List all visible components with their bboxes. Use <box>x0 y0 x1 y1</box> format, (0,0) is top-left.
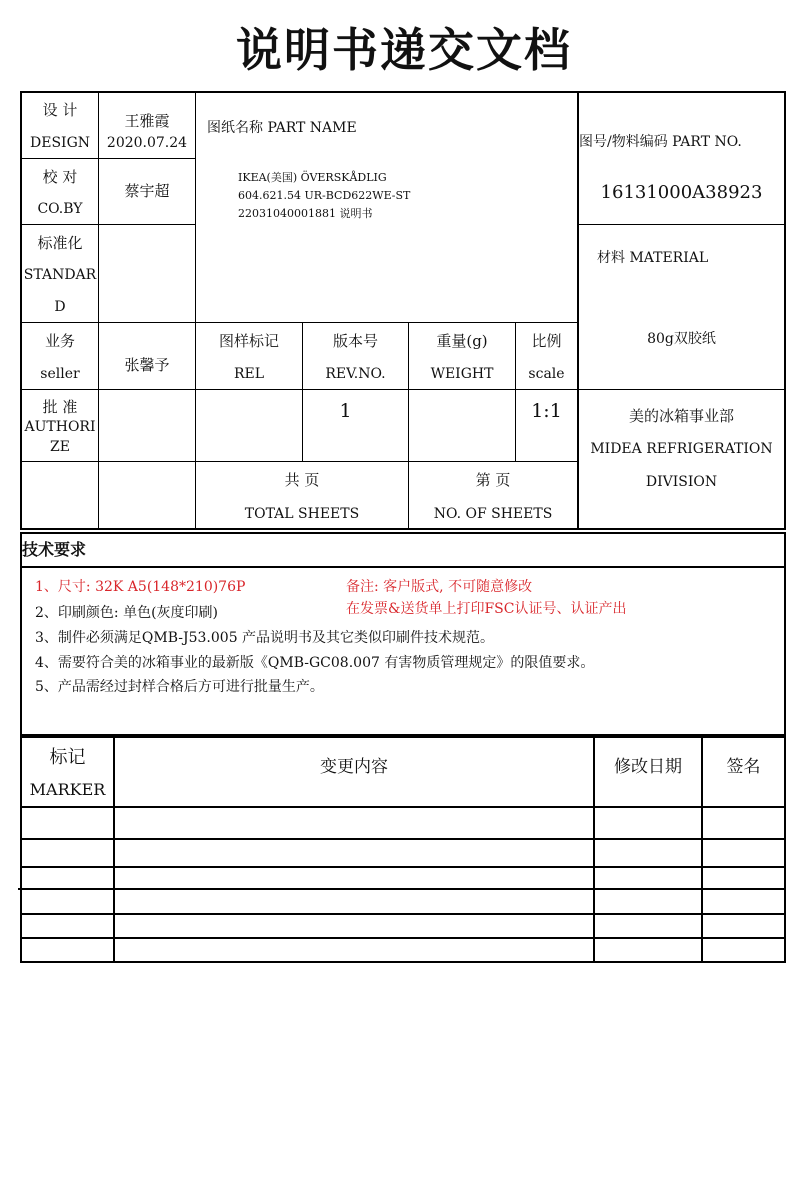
rev-label-en: REV.NO. <box>325 366 386 382</box>
weight-label-en: WEIGHT <box>430 366 494 382</box>
part-name-label: 图纸名称 PART NAME <box>207 120 357 136</box>
rev-value: 1 <box>339 400 352 422</box>
change-content-header: 变更内容 <box>320 757 388 777</box>
weight-label-cn: 重量(g) <box>436 332 488 350</box>
seller-label-en: seller <box>40 366 80 382</box>
sheet-no-en: NO. OF SHEETS <box>433 506 553 522</box>
material-value: 80g双胶纸 <box>647 331 716 347</box>
authorize-label-en-2: ZE <box>50 439 70 455</box>
rev-label-cn: 版本号 <box>332 332 378 350</box>
tech-item-2: 2、印刷颜色: 单色(灰度印刷) <box>35 605 218 621</box>
scale-label-cn: 比例 <box>531 332 562 350</box>
tech-item-4: 4、需要符合美的冰箱事业的最新版《QMB-GC08.007 有害物质管理规定》的限值要求。 <box>35 655 595 671</box>
checker-name: 蔡宇超 <box>124 182 170 200</box>
material-label: 材料 MATERIAL <box>597 250 709 266</box>
standard-label-en-2: D <box>54 299 66 315</box>
rel-label-en: REL <box>233 366 265 382</box>
standard-label-en-1: STANDAR <box>23 267 97 283</box>
tech-note-2: 在发票&送货单上打印FSC认证号、认证产出 <box>346 601 627 617</box>
tech-note-1: 备注: 客户版式, 不可随意修改 <box>346 579 533 595</box>
authorize-label-cn: 批 准 <box>42 398 78 416</box>
total-sheets-en: TOTAL SHEETS <box>244 506 360 522</box>
tech-item-3: 3、制件必须满足QMB-J53.005 产品说明书及其它类似印刷件技术规范。 <box>35 630 495 646</box>
signature-header: 签名 <box>726 757 761 777</box>
seller-name: 张馨予 <box>124 356 170 374</box>
dept-cn: 美的冰箱事业部 <box>628 407 734 425</box>
sheet-no-cn: 第 页 <box>475 471 511 489</box>
tech-item-5: 5、产品需经过封样合格后方可进行批量生产。 <box>35 679 324 695</box>
check-label-en: CO.BY <box>37 201 83 217</box>
design-label-cn: 设 计 <box>42 101 78 119</box>
part-no-label: 图号/物料编码 PART NO. <box>579 134 742 150</box>
part-name-line-1: IKEA(美国) ÖVERSKÅDLIG <box>238 171 387 184</box>
authorize-label-en-1: AUTHORI <box>24 419 96 435</box>
marker-header-en: MARKER <box>29 780 106 799</box>
designer-name: 王雅霞 <box>124 112 170 130</box>
tech-item-1: 1、尺寸: 32K A5(148*210)76P <box>35 579 246 595</box>
part-no-value: 16131000A38923 <box>600 182 763 203</box>
seller-label-cn: 业务 <box>44 332 75 350</box>
document-title: 说明书递交文档 <box>236 23 572 77</box>
marker-header-cn: 标记 <box>49 747 86 768</box>
change-date-header: 修改日期 <box>614 757 682 777</box>
design-date: 2020.07.24 <box>106 135 188 151</box>
standard-label-cn: 标准化 <box>37 234 83 252</box>
part-name-line-3: 22031040001881 说明书 <box>238 207 373 220</box>
part-name-line-2: 604.621.54 UR-BCD622WE-ST <box>238 189 411 202</box>
scale-label-en: scale <box>528 366 565 382</box>
dept-en-1: MIDEA REFRIGERATION <box>590 441 773 457</box>
check-label-cn: 校 对 <box>42 168 78 186</box>
scale-value: 1:1 <box>531 400 562 422</box>
rel-label-cn: 图样标记 <box>218 332 279 350</box>
tech-heading: 技术要求 <box>22 540 87 559</box>
dept-en-2: DIVISION <box>645 474 718 490</box>
design-label-en: DESIGN <box>30 135 90 151</box>
total-sheets-cn: 共 页 <box>284 471 320 489</box>
